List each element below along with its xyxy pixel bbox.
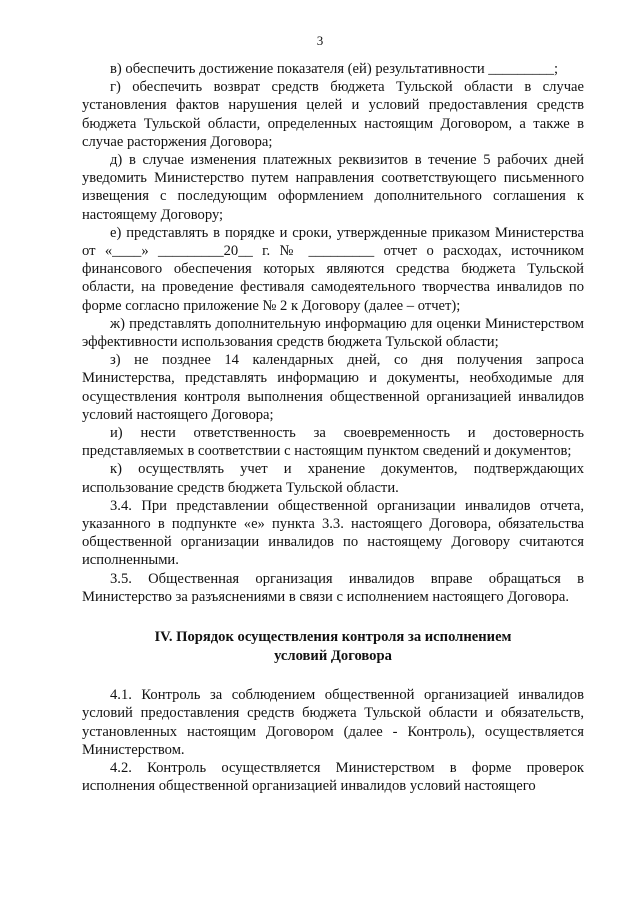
page-number: 3 [316, 33, 324, 48]
paragraph-3-5: 3.5. Общественная организация инвалидов вправе обращаться в Министерство за разъяснениями в связи с исполнением настоящего Договора. [82, 570, 584, 605]
paragraph-3-3-k: к) осуществлять учет и хранение документов, подтверждающих использование средств бюджета Тульской области. [82, 461, 584, 496]
paragraph-3-3-v: в) обеспечить достижение показателя (ей) результативности _________; [110, 61, 559, 77]
paragraph-3-3-g: г) обеспечить возврат средств бюджета Тульской области в случае установления фактов нарушения целей и условий предоставления средств бюджета Тульской области, определенных настоящим Договором, а также в случае расторжения Договора; [82, 79, 584, 150]
section-heading-line-2: условий Договора [274, 648, 392, 665]
paragraph-4-1: 4.1. Контроль за соблюдением общественной организацией инвалидов условий предоставления средств бюджета Тульской области и обязательств, установленных настоящим Договором (далее - Контроль), осуществляется Министерством. [82, 687, 584, 758]
document-body [82, 60, 584, 795]
section-heading [82, 628, 584, 666]
paragraph-3-3-e: е) представлять в порядке и сроки, утвержденные приказом Министерства от «____» _________20__ г. № _________ отчет о расходах, источником финансового обеспечения которых являются средства бюджета Тульской области, на проведение фестиваля самодеятельного творчества инвалидов по форме согласно приложение № 2 к Договору (далее – отчет); [82, 224, 584, 314]
paragraph-4-2: 4.2. Контроль осуществляется Министерством в форме проверок исполнения общественной организацией инвалидов условий настоящего [82, 759, 584, 795]
paragraph-3-3-zh: ж) представлять дополнительную информацию для оценки Министерством эффективности использования средств бюджета Тульской области; [82, 315, 584, 351]
section-heading-line-1: IV. Порядок осуществления контроля за исполнением [154, 629, 512, 646]
paragraph-3-3-i: и) нести ответственность за своевременность и достоверность представляемых в соответствии с настоящим пунктом сведений и документов; [82, 425, 584, 460]
paragraph-3-3-d: д) в случае изменения платежных реквизитов в течение 5 рабочих дней уведомить Министерство путем направления соответствующего письменного извещения с последующим оформлением дополнительного соглашения к настоящему Договору; [82, 152, 584, 223]
paragraph-3-3-z: з) не позднее 14 календарных дней, со дня получения запроса Министерства, представлять информацию и документы, необходимые для осуществления контроля выполнения общественной организацией инвалидов условий настоящего Договора; [82, 352, 584, 423]
paragraph-3-4: 3.4. При представлении общественной организации инвалидов отчета, указанного в подпункте «е» пункта 3.3. настоящего Договора, обязательства общественной организации инвалидов по настоящему Договору считаются исполненными. [82, 497, 584, 569]
